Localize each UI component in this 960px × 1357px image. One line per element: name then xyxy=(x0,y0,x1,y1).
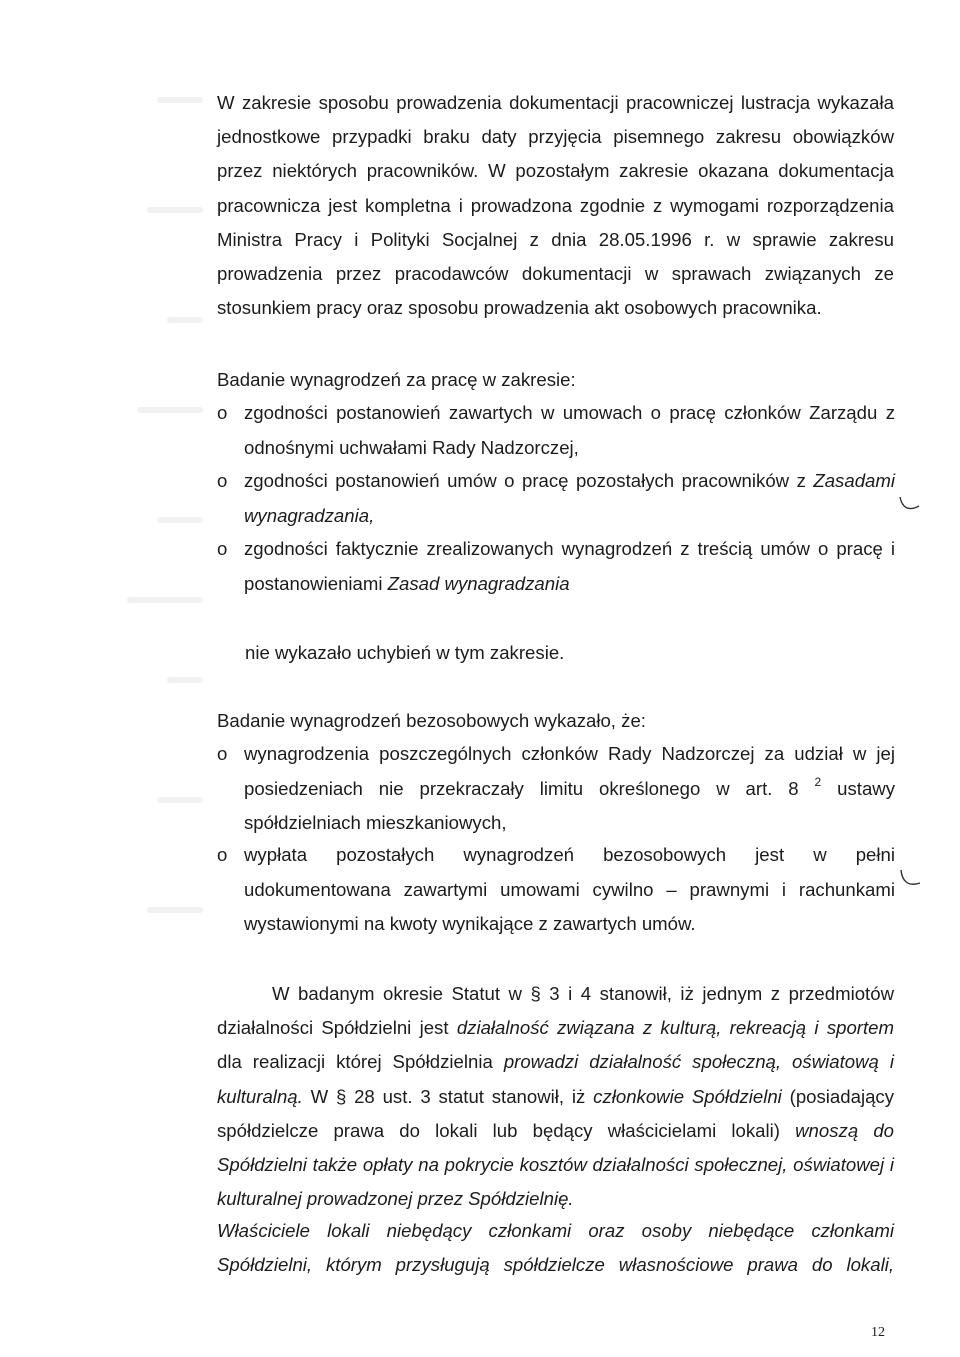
bullet-mark: o xyxy=(217,844,228,865)
margin-check-mark-1 xyxy=(898,493,922,517)
bullet-supervisory-board-pay-plain: wynagrodzenia poszczególnych członków Rady Nadzorczej za udział w jej posiedzeniach nie przekraczały limitu określonego w art. 8 xyxy=(244,743,895,799)
bullet-actual-wages-italic: Zasad wynagradzania xyxy=(387,572,570,594)
bullet-mark: o xyxy=(217,538,228,559)
paragraph-documentation-text: W zakresie sposobu prowadzenia dokumentacji pracowniczej lustracja wykazała jednostkowe przypadki braku daty przyjęcia pisemnego zakresu obowiązków przez niektórych pracowników. W pozostałym zakresie okazana dokumentacja pracownicza jest kompletna i prowadzona zgodnie z wymogami rozporządzenia Ministra Pracy i Polityki Socjalnej z dnia 28.05.1996 r. w sprawie zakresu prowadzenia przez pracodawców dokumentacji w sprawach związanych ze stosunkiem pracy oraz sposobu prowadzenia akt osobowych pracownika. xyxy=(217,92,894,319)
bullet-mark: o xyxy=(217,402,228,423)
section-wages-heading xyxy=(217,363,894,397)
paragraph-documentation xyxy=(217,86,894,325)
show-through-marks xyxy=(60,80,210,980)
bullet-staff-contracts-plain: zgodności postanowień umów o pracę pozostałych pracowników z xyxy=(244,470,806,491)
section-wages-conclusion xyxy=(245,636,922,670)
statute-text-1: W badanym okresie Statut w § 3 i 4 stanowił, iż jednym z przedmiotów działalności Spółdzielni jest xyxy=(217,983,894,1039)
bullet-mark: o xyxy=(217,470,228,491)
statute-italic-4: wnoszą do Spółdzielni także opłaty na pokrycie kosztów działalności społecznej, oświatowej i kulturalnej prowadzonej przez Spółdzielnię. xyxy=(217,1119,894,1210)
bullet-mark: o xyxy=(217,743,228,764)
bullet-staff-contracts-text xyxy=(244,464,895,533)
statute-italic-3: członkowie Spółdzielni xyxy=(593,1085,782,1107)
margin-check-mark-2 xyxy=(898,866,922,892)
section-wages-heading-text: Badanie wynagrodzeń za pracę w zakresie: xyxy=(217,369,576,390)
bullet-staff-contracts-italic: Zasadami wynagradzania, xyxy=(244,470,895,526)
statute-italic-1: działalność związana z kulturą, rekreacją i sportem xyxy=(456,1017,894,1039)
bullet-supervisory-board-pay-text xyxy=(244,737,895,841)
statute-text-4: (posiadający spółdzielcze prawa do lokali lub będący właścicielami lokali) xyxy=(217,1085,895,1141)
article-superscript: 2 xyxy=(814,774,822,789)
bullet-board-contracts-text: zgodności postanowień zawartych w umowach o pracę członków Zarządu z odnośnymi uchwałami Rady Nadzorczej, xyxy=(244,402,895,458)
show-through-svg xyxy=(60,80,210,980)
statute-italic-2: prowadzi działalność społeczną, oświatową i kulturalną. xyxy=(217,1051,894,1107)
section-wages-conclusion-text: nie wykazało uchybień w tym zakresie. xyxy=(245,642,565,663)
bullet-other-payments-text: wypłata pozostałych wynagrodzeń bezosobowych jest w pełni udokumentowana zawartymi umowami cywilno – prawnymi i rachunkami wystawionymi na kwoty wynikające z zawartych umów. xyxy=(244,844,895,934)
bullet-actual-wages-plain: zgodności faktycznie zrealizowanych wynagrodzeń z treścią umów o pracę i postanowieniami xyxy=(244,538,895,594)
page-number: 12 xyxy=(871,1325,885,1340)
section-nonpersonal-heading-text: Badanie wynagrodzeń bezosobowych wykazało, że: xyxy=(217,710,646,731)
section-nonpersonal-heading xyxy=(217,704,894,738)
bullet-supervisory-board-pay-tail: ustawy spółdzielniach mieszkaniowych, xyxy=(244,777,896,833)
paragraph-owners-text: Właściciele lokali niebędący członkami oraz osoby niebędące członkami Spółdzielni, którym przysługują spółdzielcze własnościowe prawa do lokali, xyxy=(217,1220,894,1276)
statute-text-3: W § 28 ust. 3 statut stanowił, iż xyxy=(310,1085,586,1107)
paragraph-statute xyxy=(217,977,894,1216)
statute-text-2: dla realizacji której Spółdzielnia xyxy=(217,1051,493,1073)
bullet-actual-wages-text xyxy=(244,532,895,601)
paragraph-owners xyxy=(217,1214,894,1282)
